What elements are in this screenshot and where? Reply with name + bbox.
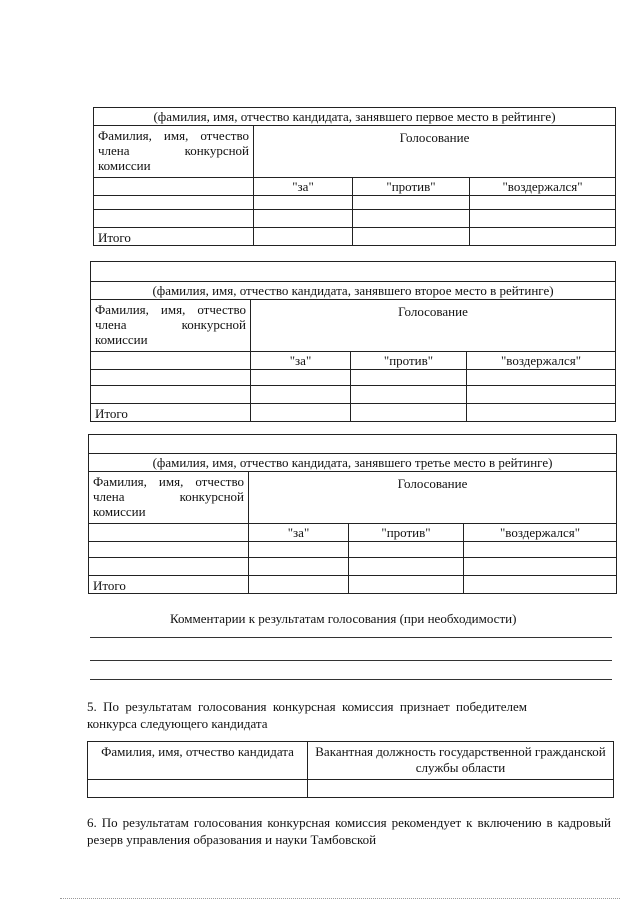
voting-header: Голосование — [249, 472, 617, 524]
option-against: "против" — [349, 524, 464, 542]
member-header: Фамилия, имя, отчество члена конкурсной комиссии — [94, 126, 254, 178]
option-against: "против" — [353, 178, 470, 196]
section6-text: 6. По результатам голосования конкурсная комиссия рекомендует к включению в кадровый резерв управления образования и науки Тамбовской — [87, 815, 611, 847]
option-abstain: "воздержался" — [470, 178, 616, 196]
table-row — [91, 370, 616, 386]
table-row — [94, 210, 616, 228]
option-for: "за" — [254, 178, 353, 196]
winner-name-header: Фамилия, имя, отчество кандидата — [88, 742, 308, 780]
total-label: Итого — [89, 576, 249, 594]
member-header: Фамилия, имя, отчество члена конкурсной комиссии — [91, 300, 251, 352]
blank-row — [89, 435, 617, 454]
option-for: "за" — [249, 524, 349, 542]
option-against: "против" — [351, 352, 467, 370]
blank-cell — [94, 178, 254, 196]
winner-position-header: Вакантная должность государственной гражданской службы области — [308, 742, 614, 780]
vote-table-first — [93, 107, 616, 246]
voting-header: Голосование — [254, 126, 616, 178]
table-row — [88, 780, 614, 798]
member-header: Фамилия, имя, отчество члена конкурсной комиссии — [89, 472, 249, 524]
table-row — [94, 196, 616, 210]
candidate-caption: (фамилия, имя, отчество кандидата, занявшего третье место в рейтинге) — [89, 454, 617, 472]
comment-line — [90, 637, 612, 638]
blank-cell — [91, 352, 251, 370]
option-for: "за" — [251, 352, 351, 370]
total-label: Итого — [94, 228, 254, 246]
table-row — [91, 386, 616, 404]
footer-line — [60, 898, 620, 899]
blank-row — [91, 262, 616, 282]
comment-line — [90, 660, 612, 661]
blank-cell — [89, 524, 249, 542]
winner-table — [87, 741, 614, 798]
candidate-caption: (фамилия, имя, отчество кандидата, занявшего второе место в рейтинге) — [91, 282, 616, 300]
table-row — [89, 558, 617, 576]
comments-label: Комментарии к результатам голосования (при необходимости) — [170, 611, 517, 626]
section5-text: 5. По результатам голосования конкурсная комиссия признает победителем конкурса следующего кандидата — [87, 699, 527, 731]
candidate-caption: (фамилия, имя, отчество кандидата, занявшего первое место в рейтинге) — [94, 108, 616, 126]
comment-line — [90, 679, 612, 680]
option-abstain: "воздержался" — [464, 524, 617, 542]
option-abstain: "воздержался" — [467, 352, 616, 370]
table-row — [89, 542, 617, 558]
vote-table-third — [88, 434, 617, 594]
vote-table-second — [90, 261, 616, 422]
total-label: Итого — [91, 404, 251, 422]
voting-header: Голосование — [251, 300, 616, 352]
